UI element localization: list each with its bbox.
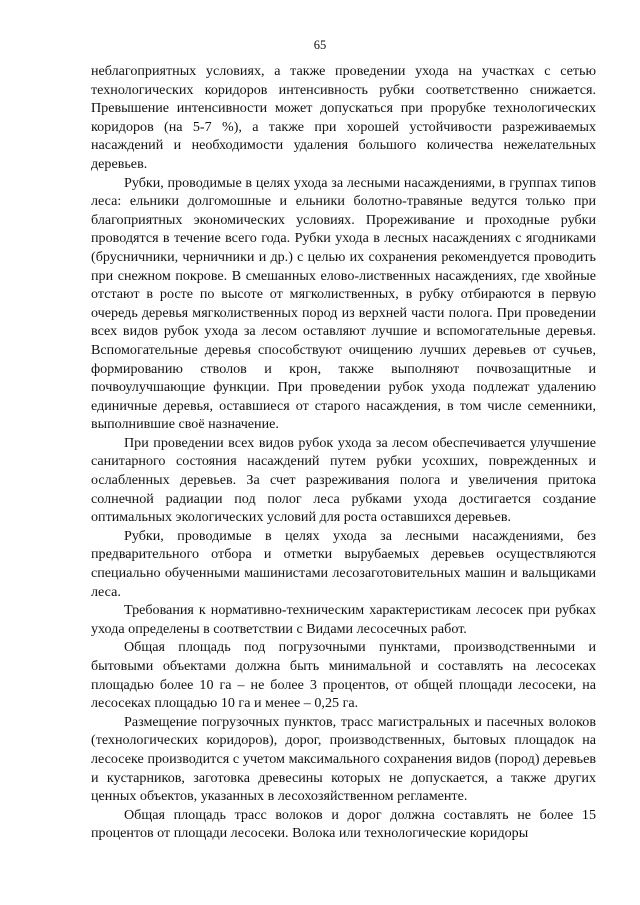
paragraph-7: Размещение погрузочных пунктов, трасс магистральных и пасечных волоков (технологических коридоров), дорог, производственных, бытовых площадок на лесосеке производится с учетом максимального сохранения видов (пород) деревьев и кустарников, заготовка древесины которых не допускается, а также других ценных объектов, указанных в лесохозяйственном регламенте.	[91, 713, 596, 805]
paragraph-4: Рубки, проводимые в целях ухода за лесными насаждениями, без предварительного отбора и отметки вырубаемых деревьев осуществляются специально обученными машинистами лесозаготовительных машин и вальщиками леса.	[91, 527, 596, 600]
paragraph-3: При проведении всех видов рубок ухода за лесом обеспечивается улучшение санитарного состояния насаждений путем рубки усохших, поврежденных и ослабленных деревьев. За счет разреживания полога и увеличения притока солнечной радиации под полог леса рубками ухода достигается создание оптимальных экологических условий для роста оставшихся деревьев.	[91, 434, 596, 526]
paragraph-1: неблагоприятных условиях, а также проведении ухода на участках с сетью технологических коридоров интенсивность рубки соответственно снижается. Превышение интенсивности может допускаться при прорубке технологических коридоров (на 5-7 %), а также при хорошей устойчивости разреживаемых насаждений и необходимости удаления большого количества нежелательных деревьев.	[91, 63, 596, 172]
paragraph-8: Общая площадь трасс волоков и дорог должна составлять не более 15 процентов от площади лесосеки. Волока или технологические коридоры	[91, 806, 596, 842]
page-number: 65	[313, 38, 327, 52]
paragraph-5: Требования к нормативно-техническим характеристикам лесосек при рубках ухода определены в соответствии с Видами лесосечных работ.	[91, 602, 596, 637]
paragraph-2: Рубки, проводимые в целях ухода за лесными насаждениями, в группах типов леса: ельники долгомошные и ельники болотно-травяные ведутся только при благоприятных экономических условиях. Прореживание и проходные рубки проводятся в течение всего года. Рубки ухода в лесных насаждениях с ягодниками (брусничники, черничники и др.) с целью их сохранения рекомендуется проводить при снежном покрове. В смешанных елово-лиственных насаждениях, где хвойные отстают в росте по высоте от мягколиственных, в рубку отбираются в первую очередь деревья мягколиственных пород из верхней части полога. При проведении всех видов рубок ухода за лесом оставляют лучшие и вспомогательные деревья. Вспомогательные деревья способствуют очищению лучших деревьев от сучьев, формированию стволов и крон, также выполняют почвозащитные и почвоулучшающие функции. При проведении рубок ухода подлежат удалению единичные деревья, оставшиеся от старого насаждения, в том числе семенники, выполнившие своё назначение.	[91, 174, 596, 433]
paragraph-6: Общая площадь под погрузочными пунктами, производственными и бытовыми объектами должна быть минимальной и составлять на лесосеках площадью более 10 га – не более 3 процентов, от общей площади лесосеки, на лесосеках площадью 10 га и менее – 0,25 га.	[91, 639, 596, 712]
document-body	[91, 62, 596, 843]
